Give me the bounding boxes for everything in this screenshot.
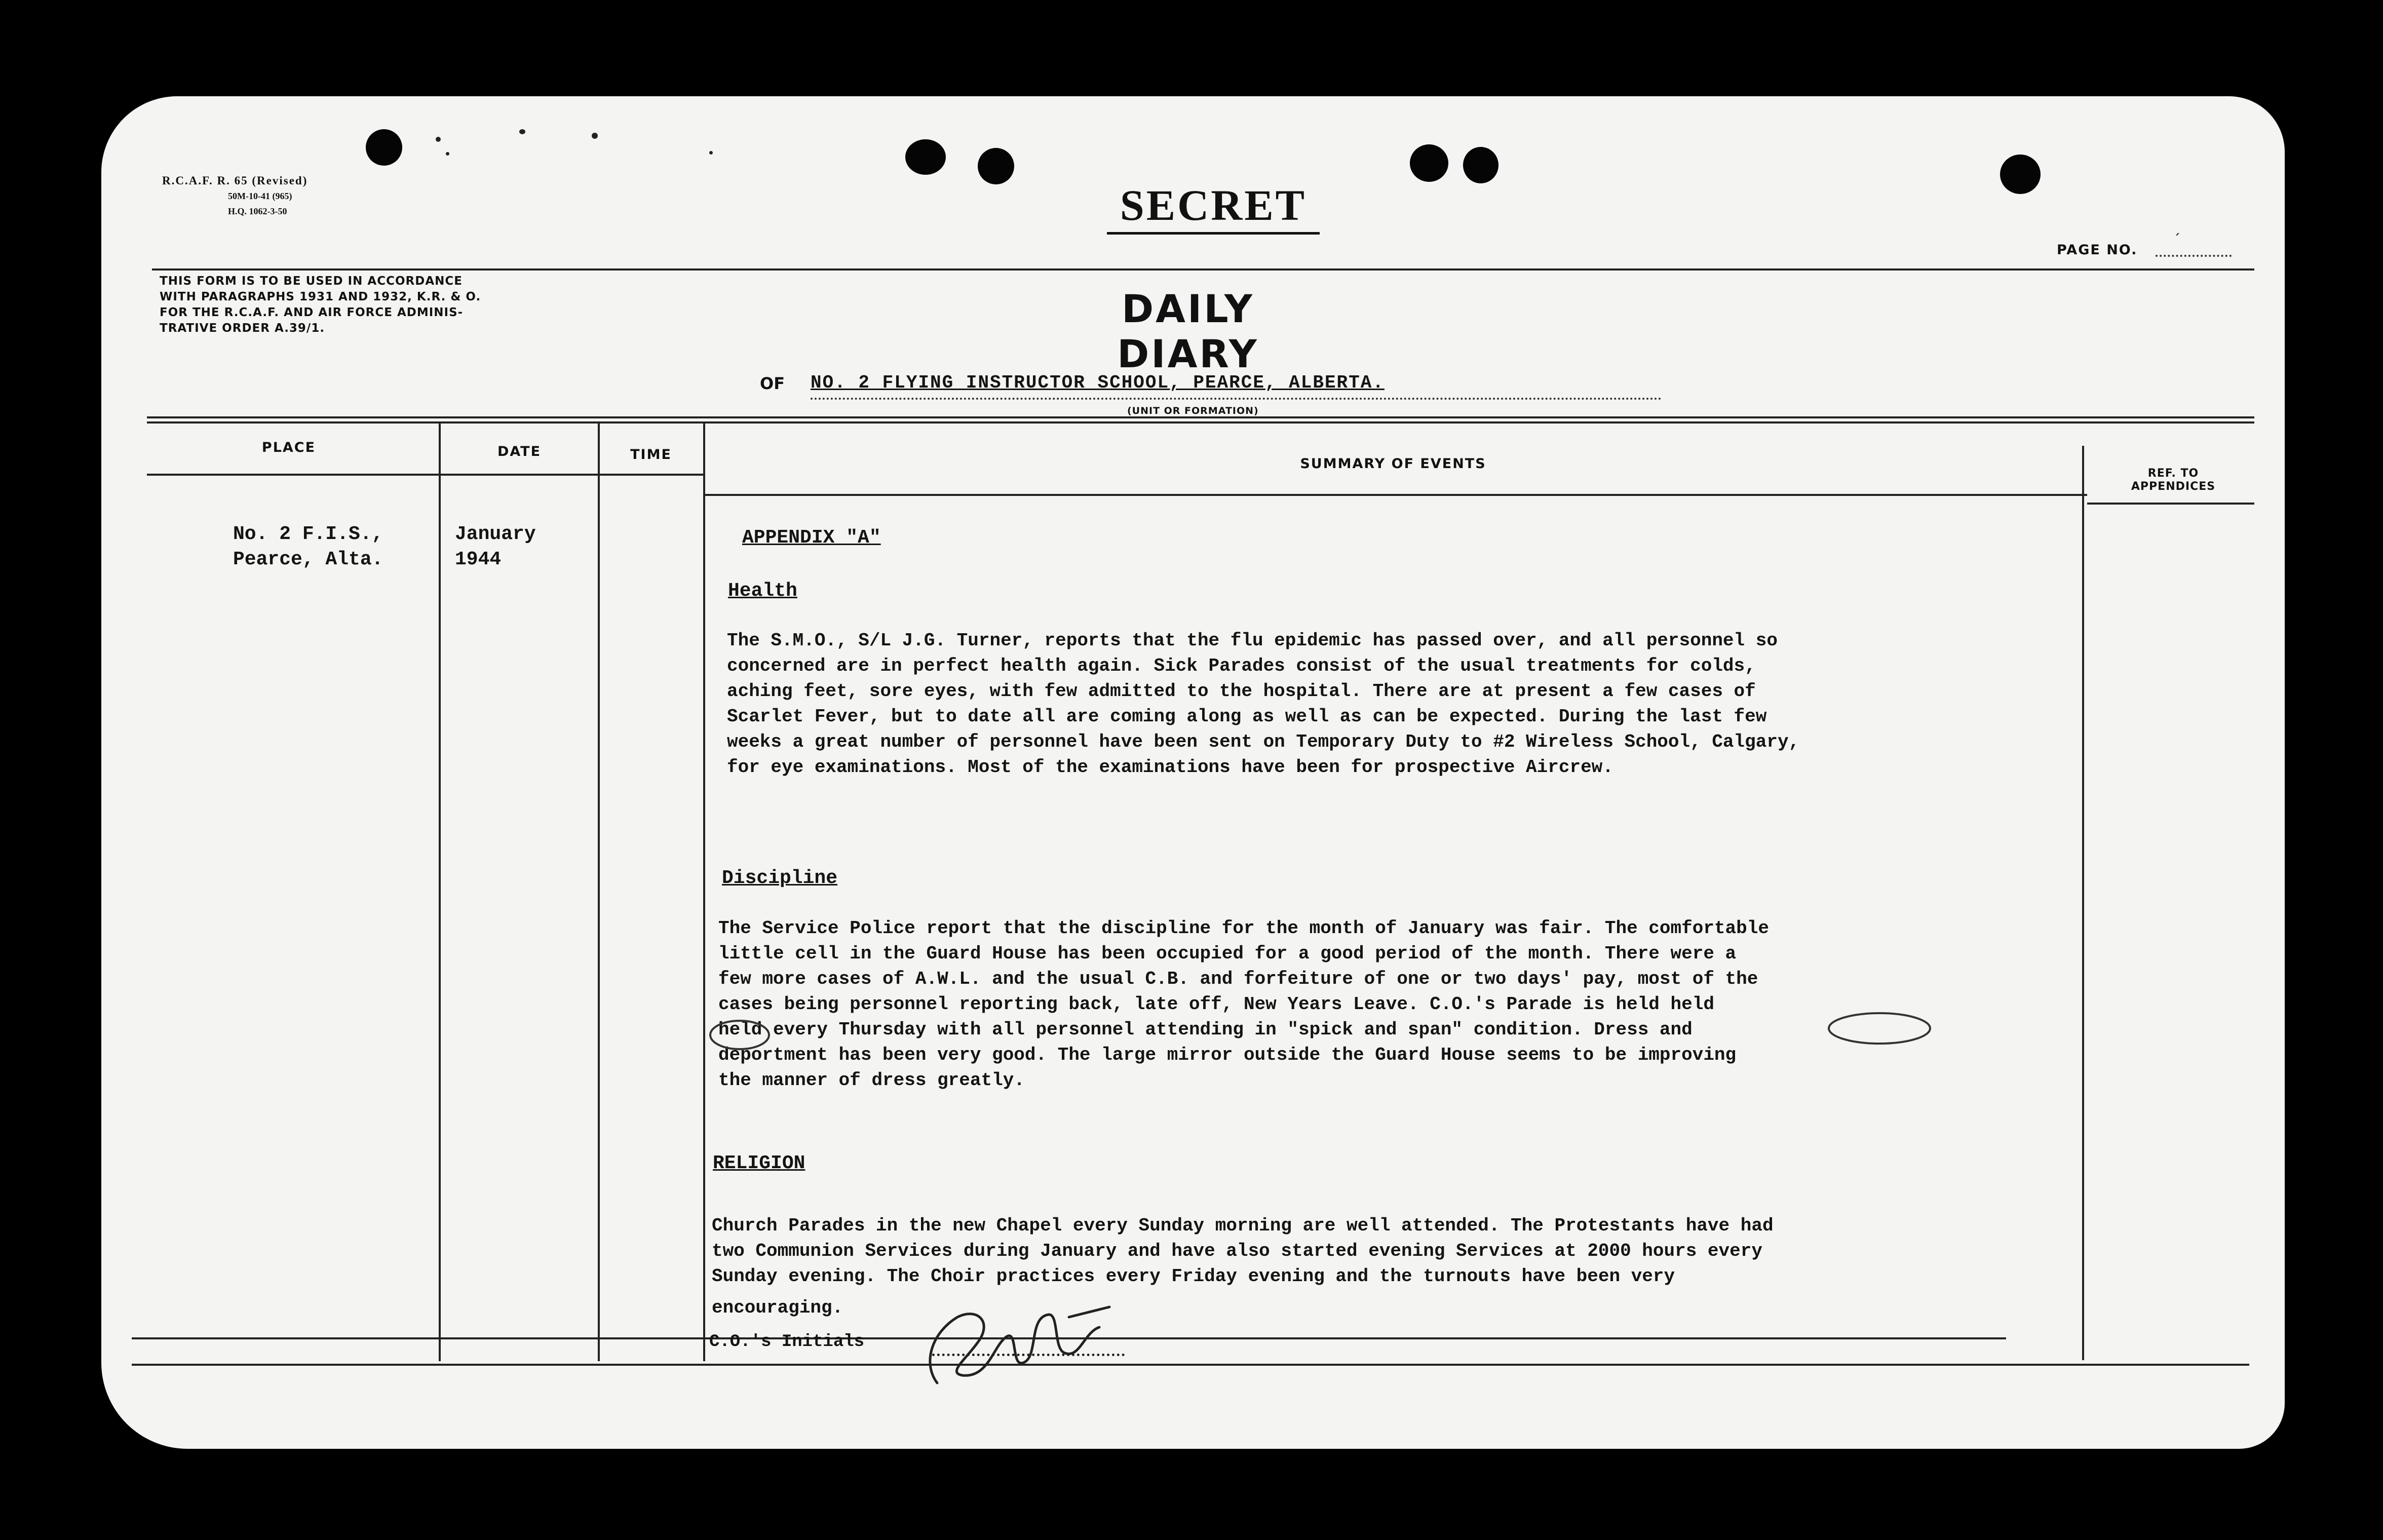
co-signature: [917, 1287, 1150, 1408]
column-divider: [439, 421, 441, 1361]
held-circle-mark: [707, 1017, 773, 1053]
unit-field-line: [811, 398, 1662, 400]
paper-speck: [519, 129, 525, 134]
text-line: Church Parades in the new Chapel every Sunday morning are well attended. The Protestants have had: [712, 1215, 1774, 1236]
table-header-rule: [704, 494, 2087, 496]
regulation-line: THIS FORM IS TO BE USED IN ACCORDANCE: [160, 275, 463, 288]
text-line: cases being personnel reporting back, late off, New Years Leave. C.O.'s Parade is held held: [718, 994, 1714, 1015]
paper-speck: [446, 152, 449, 156]
table-top-rule: [147, 421, 2254, 423]
unit-caption: (UNIT OR FORMATION): [1127, 405, 1259, 416]
page-number-mark: ˊ: [2173, 231, 2180, 248]
unit-name: NO. 2 FLYING INSTRUCTOR SCHOOL, PEARCE, ALBERTA.: [811, 372, 1385, 393]
column-header-summary: SUMMARY OF EVENTS: [1300, 456, 1486, 472]
text-line: aching feet, sore eyes, with few admitted to the hospital. There are at present a few cases of: [727, 681, 1756, 702]
section-heading-discipline: Discipline: [722, 867, 838, 889]
punch-hole: [1410, 144, 1448, 182]
section-body-religion: [712, 1213, 1993, 1321]
text-line: deportment has been very good. The large mirror outside the Guard House seems to be improving: [718, 1045, 1737, 1065]
text-line: for eye examinations. Most of the examinations have been for prospective Aircrew.: [727, 757, 1613, 778]
date-line: 1944: [455, 549, 502, 570]
column-divider: [703, 421, 705, 1361]
text-line: weeks a great number of personnel have been sent on Temporary Duty to #2 Wireless School, Calgary,: [727, 732, 1800, 752]
form-hq-line: H.Q. 1062-3-50: [228, 206, 287, 216]
table-bottom-rule: [132, 1364, 2249, 1366]
punch-hole: [1463, 147, 1498, 183]
form-number-line: R.C.A.F. R. 65 (Revised): [162, 174, 308, 187]
section-body-discipline: [718, 916, 2000, 1093]
regulation-note: [160, 274, 481, 336]
column-header-date: DATE: [497, 444, 542, 459]
form-number: [162, 173, 308, 219]
form-print-line: 50M-10-41 (965): [228, 191, 292, 201]
ref-header-line: APPENDICES: [2131, 480, 2216, 493]
entry-date: [455, 522, 536, 572]
column-divider: [598, 421, 600, 1361]
text-line: The Service Police report that the discipline for the month of January was fair. The comfortable: [718, 918, 1769, 939]
column-header-ref: [2097, 467, 2249, 493]
classification-stamp: SECRET: [1120, 181, 1307, 229]
section-heading-health: Health: [728, 580, 797, 602]
text-line: the manner of dress greatly.: [718, 1070, 1025, 1091]
paper-speck: [436, 137, 441, 142]
paper-speck: [592, 133, 598, 139]
table-header-rule: [147, 474, 704, 476]
page-number-field: [2156, 255, 2232, 257]
unit-of-label: OF: [760, 374, 785, 393]
punch-hole: [366, 129, 402, 166]
table-header-rule: [2087, 503, 2254, 505]
text-line: Scarlet Fever, but to date all are coming along as well as can be expected. During the last few: [727, 706, 1767, 727]
regulation-line: FOR THE R.C.A.F. AND AIR FORCE ADMINIS-: [160, 306, 464, 319]
regulation-line: WITH PARAGRAPHS 1931 AND 1932, K.R. & O.: [160, 290, 481, 303]
table-top-rule: [147, 416, 2254, 418]
text-line: concerned are in perfect health again. Sick Parades consist of the usual treatments for colds,: [727, 656, 1756, 676]
column-header-time: TIME: [630, 447, 672, 463]
entry-place: [233, 522, 383, 572]
text-line: encouraging.: [712, 1297, 843, 1318]
held-circle-mark: [1824, 1008, 1935, 1049]
place-line: Pearce, Alta.: [233, 549, 383, 570]
regulation-line: TRATIVE ORDER A.39/1.: [160, 322, 325, 335]
text-line: Sunday evening. The Choir practices every Friday evening and the turnouts have been very: [712, 1266, 1675, 1287]
appendix-heading: APPENDIX "A": [742, 527, 881, 549]
place-line: No. 2 F.I.S.,: [233, 523, 383, 545]
text-line: few more cases of A.W.L. and the usual C.B. and forfeiture of one or two days' pay, most of the: [718, 969, 1758, 989]
text-line: little cell in the Guard House has been occupied for a good period of the month. There were a: [718, 943, 1737, 964]
page-number-label: PAGE NO.: [2057, 242, 2138, 258]
text-line: The S.M.O., S/L J.G. Turner, reports that the flu epidemic has passed over, and all personnel so: [727, 630, 1778, 651]
header-rule: [152, 268, 2254, 271]
section-body-health: [727, 628, 2009, 780]
co-initials-label: C.O.'s Initials: [709, 1332, 865, 1352]
column-header-place: PLACE: [261, 440, 316, 455]
column-divider: [2082, 446, 2084, 1360]
text-line: held every Thursday with all personnel attending in "spick and span" condition. Dress and: [718, 1019, 1693, 1040]
punch-hole: [905, 139, 946, 175]
text-line: two Communion Services during January and have also started evening Services at 2000 hours every: [712, 1241, 1762, 1261]
section-heading-religion: RELIGION: [713, 1152, 805, 1174]
form-title: DAILY DIARY: [1117, 286, 1259, 376]
paper-speck: [709, 151, 713, 155]
date-line: January: [455, 523, 536, 545]
classification-underline: [1107, 232, 1320, 235]
punch-hole: [2000, 155, 2041, 194]
punch-hole: [978, 148, 1014, 184]
ref-header-line: REF. TO: [2147, 467, 2199, 480]
